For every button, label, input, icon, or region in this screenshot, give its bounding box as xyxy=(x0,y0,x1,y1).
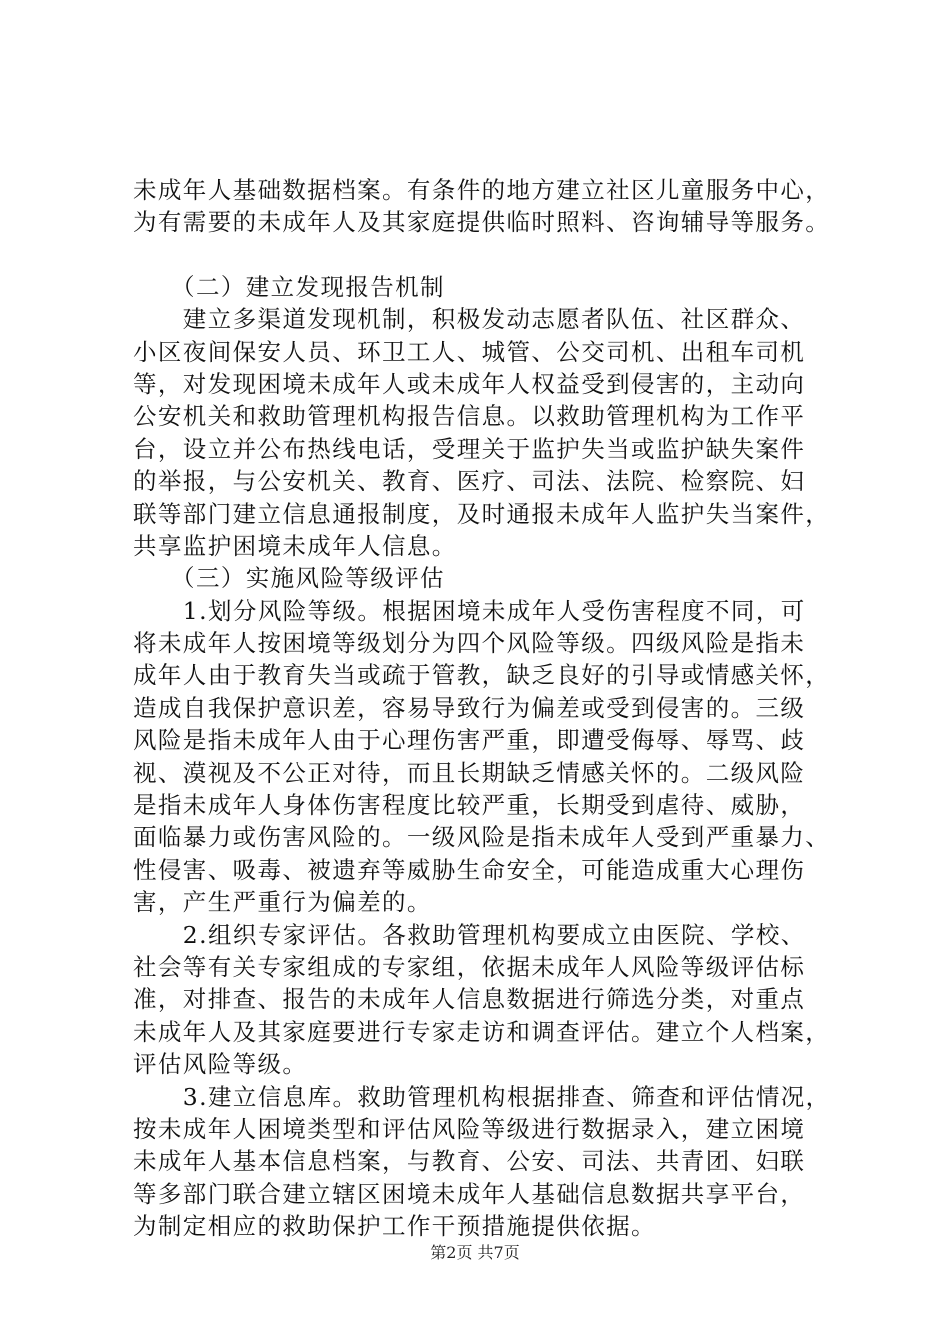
text-line: 面临暴力或伤害风险的。一级风险是指未成年人受到严重暴力、 xyxy=(133,823,831,852)
text-line: 是指未成年人身体伤害程度比较严重，长期受到虐待、威胁， xyxy=(133,791,806,820)
page-footer: 第2页 共7页 xyxy=(430,1243,520,1262)
text-line: 视、漠视及不公正对待，而且长期缺乏情感关怀的。二级风险 xyxy=(133,758,806,787)
text-line: 未成年人及其家庭要进行专家走访和调查评估。建立个人档案， xyxy=(133,1017,831,1046)
text-line: （二）建立发现报告机制 xyxy=(133,272,445,301)
paragraph-gap xyxy=(133,239,853,271)
text-line: 小区夜间保安人员、环卫工人、城管、公交司机、出租车司机 xyxy=(133,337,806,366)
text-line: 准，对排查、报告的未成年人信息数据进行筛选分类，对重点 xyxy=(133,985,806,1014)
text-line: 性侵害、吸毒、被遗弃等威胁生命安全，可能造成重大心理伤 xyxy=(133,855,806,884)
text-line: 成年人由于教育失当或疏于管教，缺乏良好的引导或情感关怀， xyxy=(133,661,831,690)
text-line: 1.划分风险等级。根据困境未成年人受伤害程度不同，可 xyxy=(133,596,806,625)
text-line: 联等部门建立信息通报制度，及时通报未成年人监护失当案件， xyxy=(133,499,831,528)
text-line: 风险是指未成年人由于心理伤害严重，即遭受侮辱、辱骂、歧 xyxy=(133,726,806,755)
text-line: 未成年人基础数据档案。有条件的地方建立社区儿童服务中心， xyxy=(133,176,831,204)
text-line: 建立多渠道发现机制，积极发动志愿者队伍、社区群众、 xyxy=(133,305,806,334)
text-line: 将未成年人按困境等级划分为四个风险等级。四级风险是指未 xyxy=(133,629,806,658)
text-line: 共享监护困境未成年人信息。 xyxy=(133,531,457,560)
text-line: 2.组织专家评估。各救助管理机构要成立由医院、学校、 xyxy=(133,920,806,949)
text-line: 台，设立并公布热线电话，受理关于监护失当或监护缺失案件 xyxy=(133,434,806,463)
text-line: 为有需要的未成年人及其家庭提供临时照料、咨询辅导等服务。 xyxy=(133,208,831,237)
text-line: 未成年人基本信息档案，与教育、公安、司法、共青团、妇联 xyxy=(133,1147,806,1176)
text-line: 等多部门联合建立辖区困境未成年人基础信息数据共享平台， xyxy=(133,1179,806,1208)
text-line: 3.建立信息库。救助管理机构根据排查、筛查和评估情况， xyxy=(133,1082,831,1111)
document-body xyxy=(133,174,853,1243)
text-line: 社会等有关专家组成的专家组，依据未成年人风险等级评估标 xyxy=(133,952,806,981)
text-line: 公安机关和救助管理机构报告信息。以救助管理机构为工作平 xyxy=(133,402,806,431)
text-line: 按未成年人困境类型和评估风险等级进行数据录入，建立困境 xyxy=(133,1114,806,1143)
text-line: 造成自我保护意识差，容易导致行为偏差或受到侵害的。三级 xyxy=(133,693,806,722)
text-line: 害，产生严重行为偏差的。 xyxy=(133,888,432,917)
text-line: 等，对发现困境未成年人或未成年人权益受到侵害的，主动向 xyxy=(133,369,806,398)
text-line: 评估风险等级。 xyxy=(133,1050,308,1079)
text-line: 为制定相应的救助保护工作干预措施提供依据。 xyxy=(133,1212,656,1241)
text-line: （三）实施风险等级评估 xyxy=(133,564,445,593)
paragraph-block-top xyxy=(133,174,853,239)
text-line: 的举报，与公安机关、教育、医疗、司法、法院、检察院、妇 xyxy=(133,467,806,496)
paragraph-block-main xyxy=(133,271,853,1243)
